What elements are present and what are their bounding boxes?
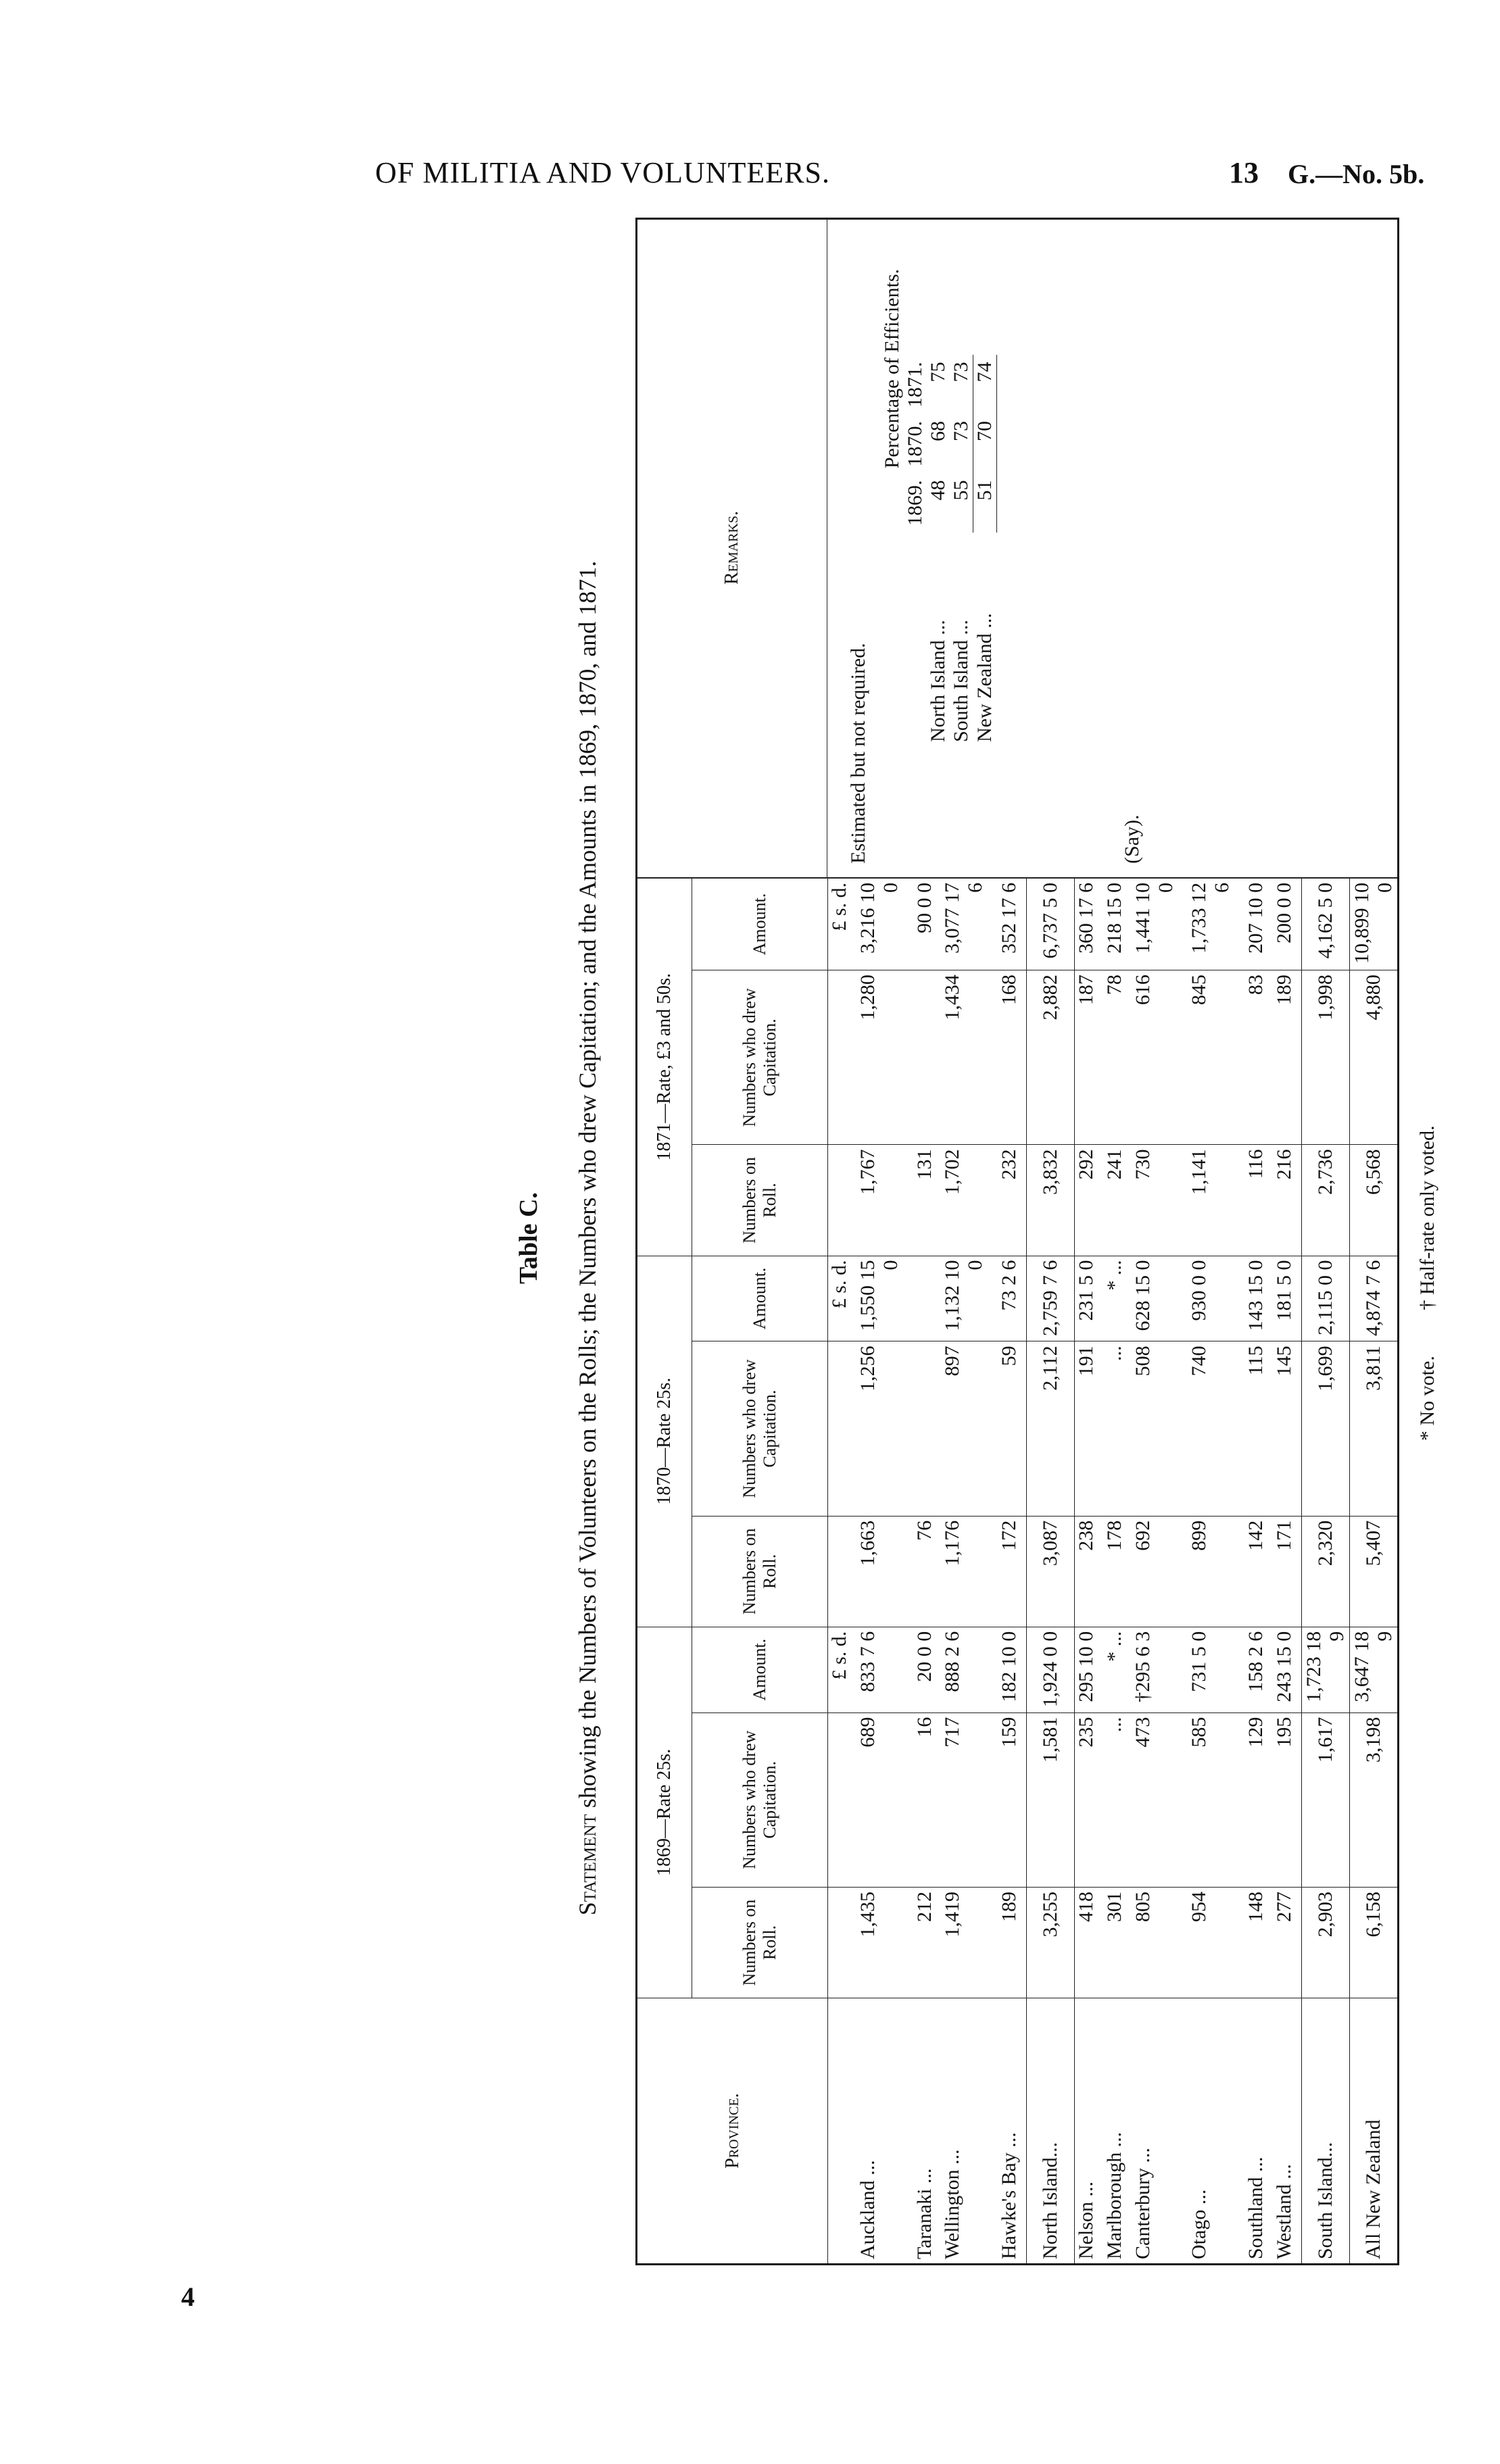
col-province: Province. <box>637 1998 828 2264</box>
pct-title: Percentage of Efficients. <box>881 269 903 469</box>
running-title: OF MILITIA AND VOLUNTEERS. <box>375 156 830 189</box>
col-amount-1870: Amount. <box>692 1256 828 1341</box>
pct-row: North Island ... 48 68 75 <box>927 362 949 742</box>
table-row: Canterbury ... 805 473 †295 6 3 692 508 628 15 0 730 616 1,441 10 0 <box>1132 879 1188 2264</box>
table-caption <box>573 164 602 2313</box>
col-cap-1871: Numbers who drew Capitation. <box>692 970 828 1145</box>
currency-header: £ s. d. <box>828 879 856 970</box>
col-roll-1871: Numbers on Roll. <box>692 1145 828 1256</box>
col-cap-1870: Numbers who drew Capitation. <box>692 1341 828 1516</box>
table-row: Hawke's Bay ... 189 159 182 10 0 172 59 73 2 6 232 168 352 17 6 <box>998 879 1026 2264</box>
pct-year: 1871. <box>904 362 926 408</box>
table-row: Marlborough ... 301 ... * ... 178 ... * ... 241 78 218 15 0 <box>1103 879 1132 2264</box>
col-amount-1869: Amount. <box>692 1627 828 1713</box>
group-1871: 1871—Rate, £3 and 50s. <box>637 879 692 1256</box>
remarks-column <box>637 218 1397 878</box>
pct-row: New Zealand ... 51 70 74 <box>973 355 997 749</box>
table-row: Westland ... 277 195 243 15 0 171 145 181 5 0 216 189 200 0 0 <box>1273 879 1302 2264</box>
volunteers-table <box>637 878 1397 2263</box>
group-1869: 1869—Rate 25s. <box>637 1627 692 1998</box>
table-row: Auckland ... 1,435 689 833 7 6 1,663 1,256 1,550 15 0 1,767 1,280 3,216 10 0 <box>856 879 913 2264</box>
remark-say: (Say). <box>1121 814 1143 864</box>
table-row: Otago ... 954 585 731 5 0 899 740 930 0 0 1,141 845 1,733 12 6 <box>1188 879 1244 2264</box>
table-row: Southland ... 148 129 158 2 6 142 115 143 15 0 116 83 207 10 0 <box>1244 879 1273 2264</box>
subtotal-row-south: South Island... 2,903 1,617 1,723 18 9 2,320 1,699 2,115 0 0 2,736 1,998 4,162 5 0 <box>1302 879 1350 2264</box>
efficiency-percentages <box>881 262 997 749</box>
caption-text: showing the Numbers of Volunteers on the Rolls; the Numbers who drew Capitation; and the Amounts in 1869, 1870, and 1871. <box>574 560 601 1808</box>
footnote-half-rate: † Half-rate only voted. <box>1416 1125 1438 1310</box>
table-row: Nelson ... 418 235 295 10 0 238 191 231 5 0 292 187 360 17 6 <box>1075 879 1103 2264</box>
caption-prefix: Statement <box>574 1814 601 1916</box>
footnotes <box>1416 1085 1439 1441</box>
group-1870: 1870—Rate 25s. <box>637 1256 692 1627</box>
document-reference: G.—No. 5b. <box>1288 159 1425 189</box>
subtotal-row-north: North Island... 3,255 1,581 1,924 0 0 3,087 2,112 2,759 7 6 3,832 2,882 6,737 5 0 <box>1027 879 1075 2264</box>
footnote-no-vote: * No vote. <box>1416 1356 1438 1441</box>
pct-year: 1870. <box>904 421 926 467</box>
col-roll-1869: Numbers on Roll. <box>692 1887 828 1998</box>
col-amount-1871: Amount. <box>692 879 828 970</box>
table-row: Wellington ... 1,419 717 888 2 6 1,176 897 1,132 10 0 1,702 1,434 3,077 17 6 <box>941 879 998 2264</box>
pct-table <box>904 355 997 749</box>
remark-estimated: Estimated but not required. <box>847 643 869 864</box>
currency-header: £ s. d. <box>828 1256 856 1341</box>
remarks-header: Remarks. <box>637 218 827 877</box>
table-row: Taranaki ... 212 16 20 0 0 76 131 90 0 0 <box>913 879 942 2264</box>
col-roll-1870: Numbers on Roll. <box>692 1516 828 1627</box>
pct-year: 1869. <box>904 480 926 526</box>
grand-total-row: All New Zealand 6,158 3,198 3,647 18 9 5,407 3,811 4,874 7 6 6,568 4,880 10,899 10 0 <box>1350 879 1398 2264</box>
page-number: 13 <box>1229 156 1259 189</box>
table-frame <box>635 218 1399 2265</box>
rotated-table-block <box>514 164 1460 2313</box>
pct-row: South Island ... 55 73 73 <box>950 355 973 749</box>
col-cap-1869: Numbers who drew Capitation. <box>692 1713 828 1887</box>
margin-number: 4 <box>181 2282 195 2312</box>
table-label: Table C. <box>514 1192 543 1284</box>
currency-header: £ s. d. <box>828 1627 856 1713</box>
